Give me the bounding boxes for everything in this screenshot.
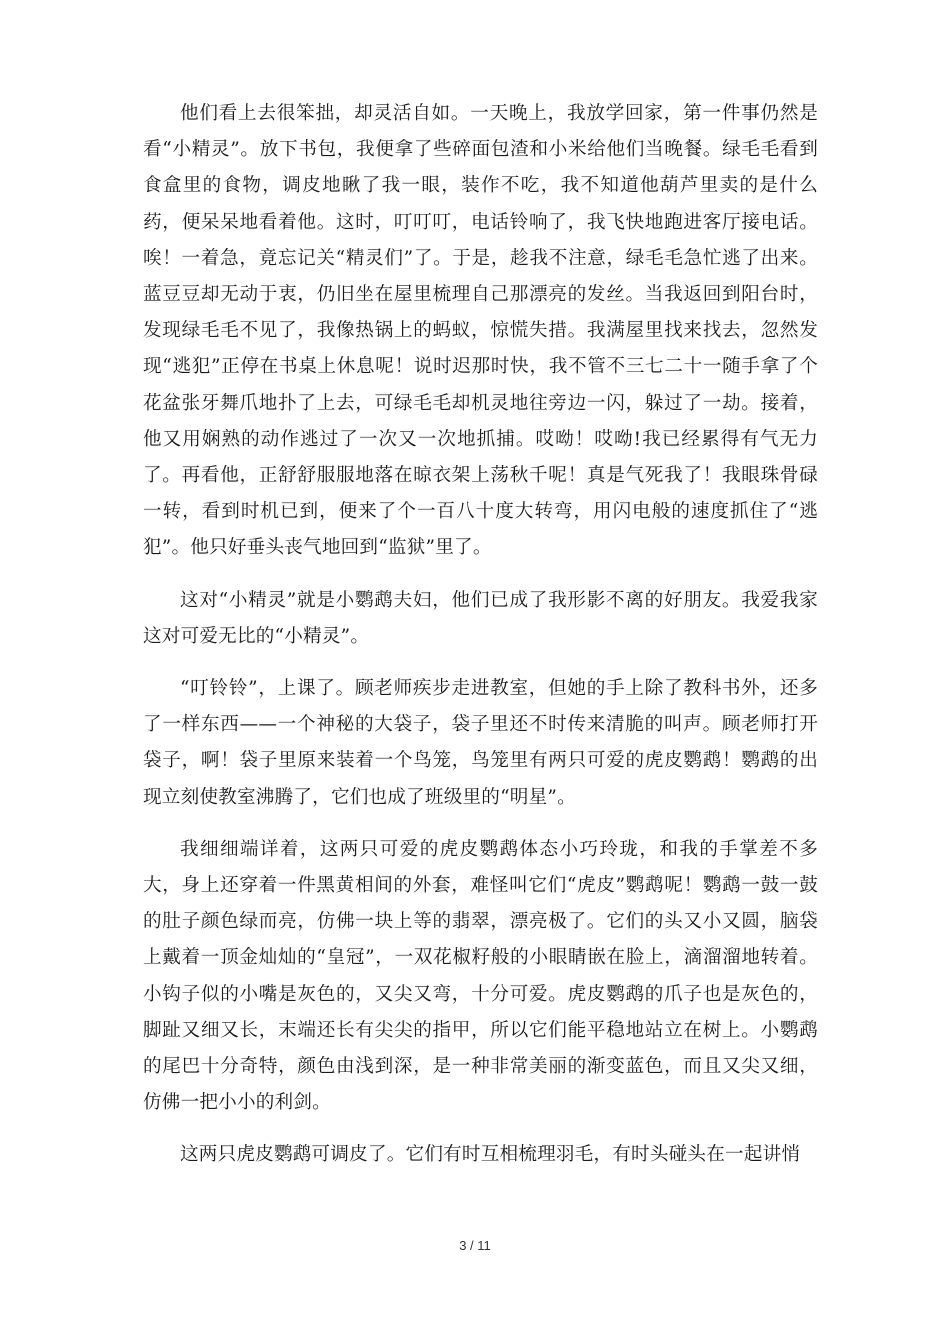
page-body (143, 96, 818, 1174)
page-number: 3 / 11 (459, 1238, 491, 1253)
paragraph-2: 这对“小精灵”就是小鹦鹉夫妇，他们已成了我形影不离的好朋友。我爱我家这对可爱无比的“小精灵”。 (143, 589, 818, 647)
paragraph-3: “叮铃铃”，上课了。顾老师疾步走进教室，但她的手上除了教科书外，还多了一样东西——一个神秘的大袋子，袋子里还不时传来清脆的叫声。顾老师打开袋子，啊！袋子里原来装着一个鸟笼，鸟笼里有两只可爱的虎皮鹦鹉！鹦鹉的出现立刻使教室沸腾了，它们也成了班级里的“明星”。 (143, 678, 818, 808)
paragraph-4: 我细细端详着，这两只可爱的虎皮鹦鹉体态小巧玲珑，和我的手掌差不多大，身上还穿着一件黑黄相间的外套，难怪叫它们“虎皮”鹦鹉呢！鹦鹉一鼓一鼓的肚子颜色绿而亮，仿佛一块上等的翡翠，漂亮极了。它们的头又小又圆，脑袋上戴着一顶金灿灿的“皇冠”，一双花椒籽般的小眼睛嵌在脸上，滴溜溜地转着。小钩子似的小嘴是灰色的，又尖又弯，十分可爱。虎皮鹦鹉的爪子也是灰色的，脚趾又细又长，末端还长有尖尖的指甲，所以它们能平稳地站立在树上。小鹦鹉的尾巴十分奇特，颜色由浅到深，是一种非常美丽的渐变蓝色，而且又尖又细，仿佛一把小小的利剑。 (143, 838, 818, 1114)
paragraph-1: 他们看上去很笨拙，却灵活自如。一天晚上，我放学回家，第一件事仍然是看“小精灵”。放下书包，我便拿了些碎面包渣和小米给他们当晚餐。绿毛毛看到食盒里的食物，调皮地瞅了我一眼，装作不吃，我不知道他葫芦里卖的是什么药，便呆呆地看着他。这时，叮叮叮，电话铃响了，我飞快地跑进客厅接电话。唉！一着急，竟忘记关“精灵们”了。于是，趁我不注意，绿毛毛急忙逃了出来。蓝豆豆却无动于衷，仍旧坐在屋里梳理自己那漂亮的发丝。当我返回到阳台时，发现绿毛毛不见了，我像热锅上的蚂蚁，惊慌失措。我满屋里找来找去，忽然发现“逃犯”正停在书桌上休息呢！说时迟那时快，我不管不三七二十一随手拿了个花盆张牙舞爪地扑了上去，可绿毛毛却机灵地往旁边一闪，躲过了一劫。接着，他又用娴熟的动作逃过了一次又一次地抓捕。哎呦！哎呦!我已经累得有气无力了。再看他，正舒舒服服地落在晾衣架上荡秋千呢！真是气死我了！我眼珠骨碌一转，看到时机已到，便来了个一百八十度大转弯，用闪电般的速度抓住了“逃犯”。他只好垂头丧气地回到“监狱”里了。 (143, 103, 818, 559)
paragraph-5: 这两只虎皮鹦鹉可调皮了。它们有时互相梳理羽毛，有时头碰头在一起讲悄 (180, 1144, 801, 1166)
